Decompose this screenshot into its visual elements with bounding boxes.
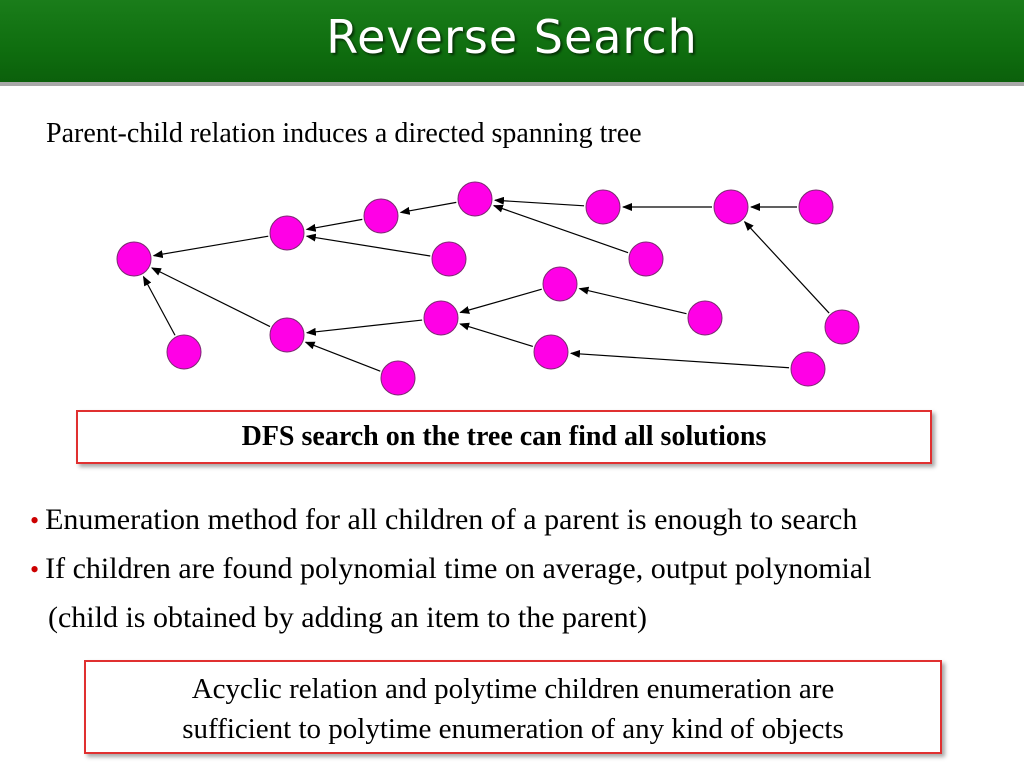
tree-node (117, 242, 151, 276)
conclusion-line: sufficient to polytime enumeration of any kind of objects (182, 713, 844, 745)
tree-edge-arrow (307, 236, 430, 256)
bullet-text: If children are found polynomial time on average, output polynomial (45, 552, 872, 585)
tree-node (167, 335, 201, 369)
tree-node (791, 352, 825, 386)
tree-edge-arrow (745, 222, 830, 313)
title-bar (0, 0, 1024, 86)
bullet-list (30, 496, 872, 642)
tree-node (381, 361, 415, 395)
tree-node (458, 182, 492, 216)
tree-edge-arrow (571, 353, 789, 367)
slide-title: Reverse Search (326, 10, 698, 64)
tree-edge-arrow (495, 200, 584, 206)
tree-node (424, 301, 458, 335)
tree-edge-arrow (460, 324, 533, 346)
tree-edge-arrow (579, 289, 686, 314)
tree-node (629, 242, 663, 276)
tree-node (364, 199, 398, 233)
tree-node (270, 216, 304, 250)
tree-edge-arrow (460, 289, 542, 312)
tree-edge-arrow (154, 236, 269, 255)
tree-edge-arrow (307, 219, 363, 229)
conclusion-line: Acyclic relation and polytime children enumeration are (191, 673, 835, 705)
tree-edge-arrow (307, 320, 422, 333)
tree-node (688, 301, 722, 335)
dfs-highlight-box: DFS search on the tree can find all solutions (76, 410, 932, 464)
tree-edge-arrow (306, 342, 381, 371)
tree-edge-arrow (143, 277, 175, 336)
tree-node (534, 335, 568, 369)
tree-edge-arrow (401, 202, 457, 212)
tree-node (432, 242, 466, 276)
tree-node (799, 190, 833, 224)
tree-node (714, 190, 748, 224)
bullet-text: Enumeration method for all children of a parent is enough to search (45, 503, 858, 536)
tree-node (586, 190, 620, 224)
tree-node (825, 310, 859, 344)
bullet-note: (child is obtained by adding an item to the parent) (48, 601, 648, 634)
bullet-item (30, 496, 872, 545)
bullet-dot-icon: • (30, 506, 40, 535)
tree-node (543, 267, 577, 301)
tree-edge-arrow (152, 268, 270, 327)
conclusion-box (84, 660, 942, 754)
bullet-dot-icon: • (30, 555, 40, 584)
tree-node (270, 318, 304, 352)
slide-subtitle: Parent-child relation induces a directed spanning tree (46, 118, 642, 149)
spanning-tree-diagram (0, 170, 1024, 400)
bullet-item (30, 545, 872, 594)
